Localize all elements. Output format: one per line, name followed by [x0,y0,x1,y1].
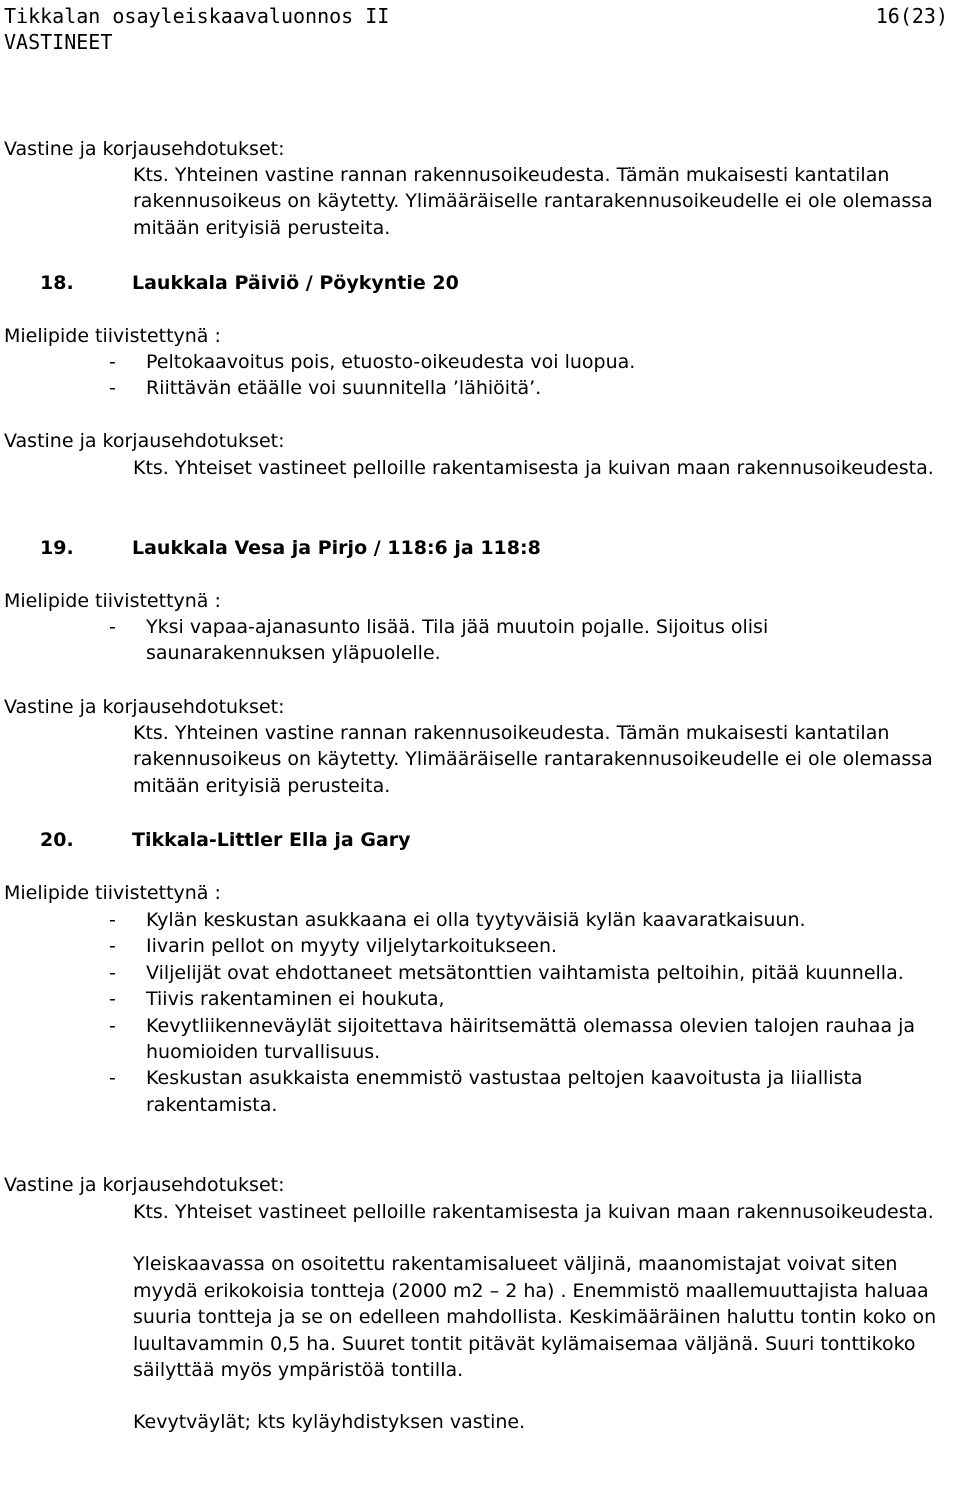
intro-response-text [133,162,951,241]
list-item: - Yksi vapaa-ajanasunto lisää. Tila jää muutoin pojalle. Sijoitus olisi saunarakennuksen yläpuolelle. [109,616,769,665]
response-paragraph: Kts. Yhteiset vastineet pelloille rakentamisesta ja kuivan maan rakennusoikeudesta. [133,457,934,479]
list-item: - Viljelijät ovat ehdottaneet metsätonttien vaihtamista peltoihin, pitää kuunnella. [109,961,904,984]
section-heading [40,827,411,853]
response-paragraph: Kts. Yhteinen vastine rannan rakennusoikeudesta. Tämän mukaisesti kantatilan rakennusoikeus on käytetty. Ylimääräiselle rantarakennusoikeudelle ei ole olemassa mitään erityisiä perusteita. [133,164,933,239]
section-name: Tikkala-Littler Ella ja Gary [132,829,411,851]
opinion-label: Mielipide tiivistettynä : [4,325,221,347]
response-label: Vastine ja korjausehdotukset: [4,430,285,452]
section-response [133,455,951,481]
section-heading [40,270,459,296]
list-item: - Kevytliikenneväylät sijoitettava häiritsemättä olemassa olevien talojen rauhaa ja huomioiden turvallisuus. [109,1014,916,1064]
response-label: Vastine ja korjausehdotukset: [4,138,285,160]
list-item: - Peltokaavoitus pois, etuosto-oikeudesta voi luopua. [109,351,636,373]
section-heading [40,535,541,561]
list-item: - Keskustan asukkaista enemmistö vastustaa peltojen kaavoitusta ja liiallista rakentamista. [109,1067,863,1116]
section-response [133,1199,951,1436]
section-response [133,720,951,799]
page-number: 16(23) [875,4,948,28]
list-item: - Iivarin pellot on myyty viljelytarkoitukseen. [109,935,558,958]
opinion-list [109,907,951,1118]
opinion-list [109,614,951,667]
response-label: Vastine ja korjausehdotukset: [4,696,285,718]
opinion-label: Mielipide tiivistettynä : [4,882,221,904]
opinion-label: Mielipide tiivistettynä : [4,590,221,612]
list-item: - Kylän keskustan asukkaana ei olla tyytyväisiä kylän kaavaratkaisuun. [109,909,806,931]
list-item: - Riittävän etäälle voi suunnitella ’lähiöitä’. [109,377,542,400]
response-paragraph: Yleiskaavassa on osoitettu rakentamisalueet väljinä, maanomistajat voivat siten myydä erikokoisia tontteja (2000 m2 – 2 ha) . Enemmistö maallemuuttajista haluaa suuria tontteja ja se on edelleen mahdollista. Keskimääräinen haluttu tontin koko on luultavammin 0,5 ha. Suuret tontit pitävät kylämaisemaa väljänä. Suuri tonttikoko säilyttää myös ympäristöä tontilla. [133,1253,937,1382]
section-name: Laukkala Vesa ja Pirjo / 118:6 ja 118:8 [132,537,541,559]
opinion-list [109,349,951,402]
response-paragraph: Kts. Yhteinen vastine rannan rakennusoikeudesta. Tämän mukaisesti kantatilan rakennusoikeus on käytetty. Ylimääräiselle rantarakennusoikeudelle ei ole olemassa mitään erityisiä perusteita. [133,722,933,797]
response-paragraph: Kts. Yhteiset vastineet pelloille rakentamisesta ja kuivan maan rakennusoikeudesta. [133,1201,934,1223]
document-title: Tikkalan osayleiskaavaluonnos II [4,4,390,28]
section-number: 19. [40,537,74,559]
document-subtitle: VASTINEET [4,30,113,54]
section-number: 20. [40,829,74,851]
response-paragraph: Kevytväylät; kts kyläyhdistyksen vastine. [133,1411,526,1434]
section-number: 18. [40,272,74,294]
response-label: Vastine ja korjausehdotukset: [4,1174,285,1196]
section-name: Laukkala Päiviö / Pöykyntie 20 [132,272,459,294]
list-item: - Tiivis rakentaminen ei houkuta, [109,988,445,1011]
